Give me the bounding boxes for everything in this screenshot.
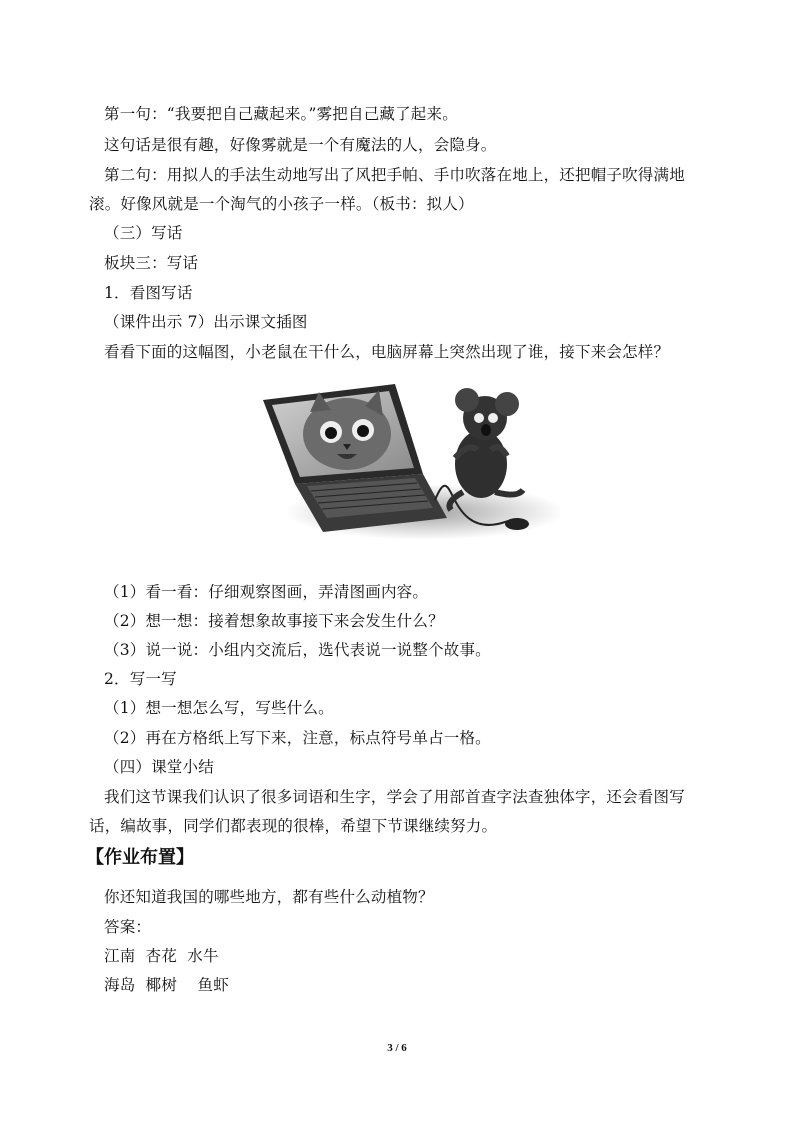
computer-mouse — [505, 518, 529, 530]
homework-heading: 【作业布置】 — [86, 847, 194, 868]
summary-line-1: 我们这节课我们认识了很多词语和生字，学会了用部首查字法查独体字，还会看图写 — [104, 788, 685, 806]
page-number: 3 / 6 — [387, 1042, 407, 1054]
subheading-write: 2．写一写 — [104, 670, 177, 688]
text-line-courseware: （课件出示 7）出示课文插图 — [104, 313, 308, 331]
subheading-look-and-write: 1．看图写话 — [104, 284, 193, 302]
homework-question: 你还知道我国的哪些地方，都有些什么动植物？ — [104, 888, 434, 906]
text-line-1: 第一句：“我要把自己藏起来。”雾把自己藏了起来。 — [104, 105, 458, 123]
instruction-say: （3）说一说：小组内交流后，选代表说一说整个故事。 — [104, 641, 491, 659]
block-heading-write: 板块三：写话 — [104, 254, 199, 272]
text-line-4: 滚。好像风就是一个淘气的小孩子一样。（板书：拟人） — [89, 195, 474, 213]
mouse-laptop-illustration — [255, 372, 560, 540]
answer-row-2: 海岛 椰树 鱼虾 — [104, 976, 229, 994]
instruction-grid-paper: （2）再在方格纸上写下来，注意，标点符号单占一格。 — [104, 729, 491, 747]
cat-face-on-screen — [303, 390, 391, 470]
section-heading-write: （三）写话 — [104, 224, 183, 242]
summary-line-2: 话，编故事，同学们都表现的很棒，希望下节课继续努力。 — [89, 817, 498, 835]
instruction-look: （1）看一看：仔细观察图画，弄清图画内容。 — [104, 583, 429, 601]
text-line-question: 看看下面的这幅图，小老鼠在干什么，电脑屏幕上突然出现了谁，接下来会怎样？ — [104, 343, 670, 361]
instruction-plan: （1）想一想怎么写，写些什么。 — [104, 699, 334, 717]
text-line-2: 这句话是很有趣，好像雾就是一个有魔法的人，会隐身。 — [104, 136, 497, 154]
answer-label: 答案： — [104, 918, 152, 936]
instruction-think: （2）想一想：接着想象故事接下来会发生什么？ — [104, 612, 444, 630]
answer-row-1: 江南 杏花 水牛 — [104, 947, 219, 965]
mouse-character — [450, 388, 524, 510]
section-heading-summary: （四）课堂小结 — [104, 758, 214, 776]
text-line-3: 第二句：用拟人的手法生动地写出了风把手帕、手巾吹落在地上，还把帽子吹得满地 — [104, 166, 685, 184]
